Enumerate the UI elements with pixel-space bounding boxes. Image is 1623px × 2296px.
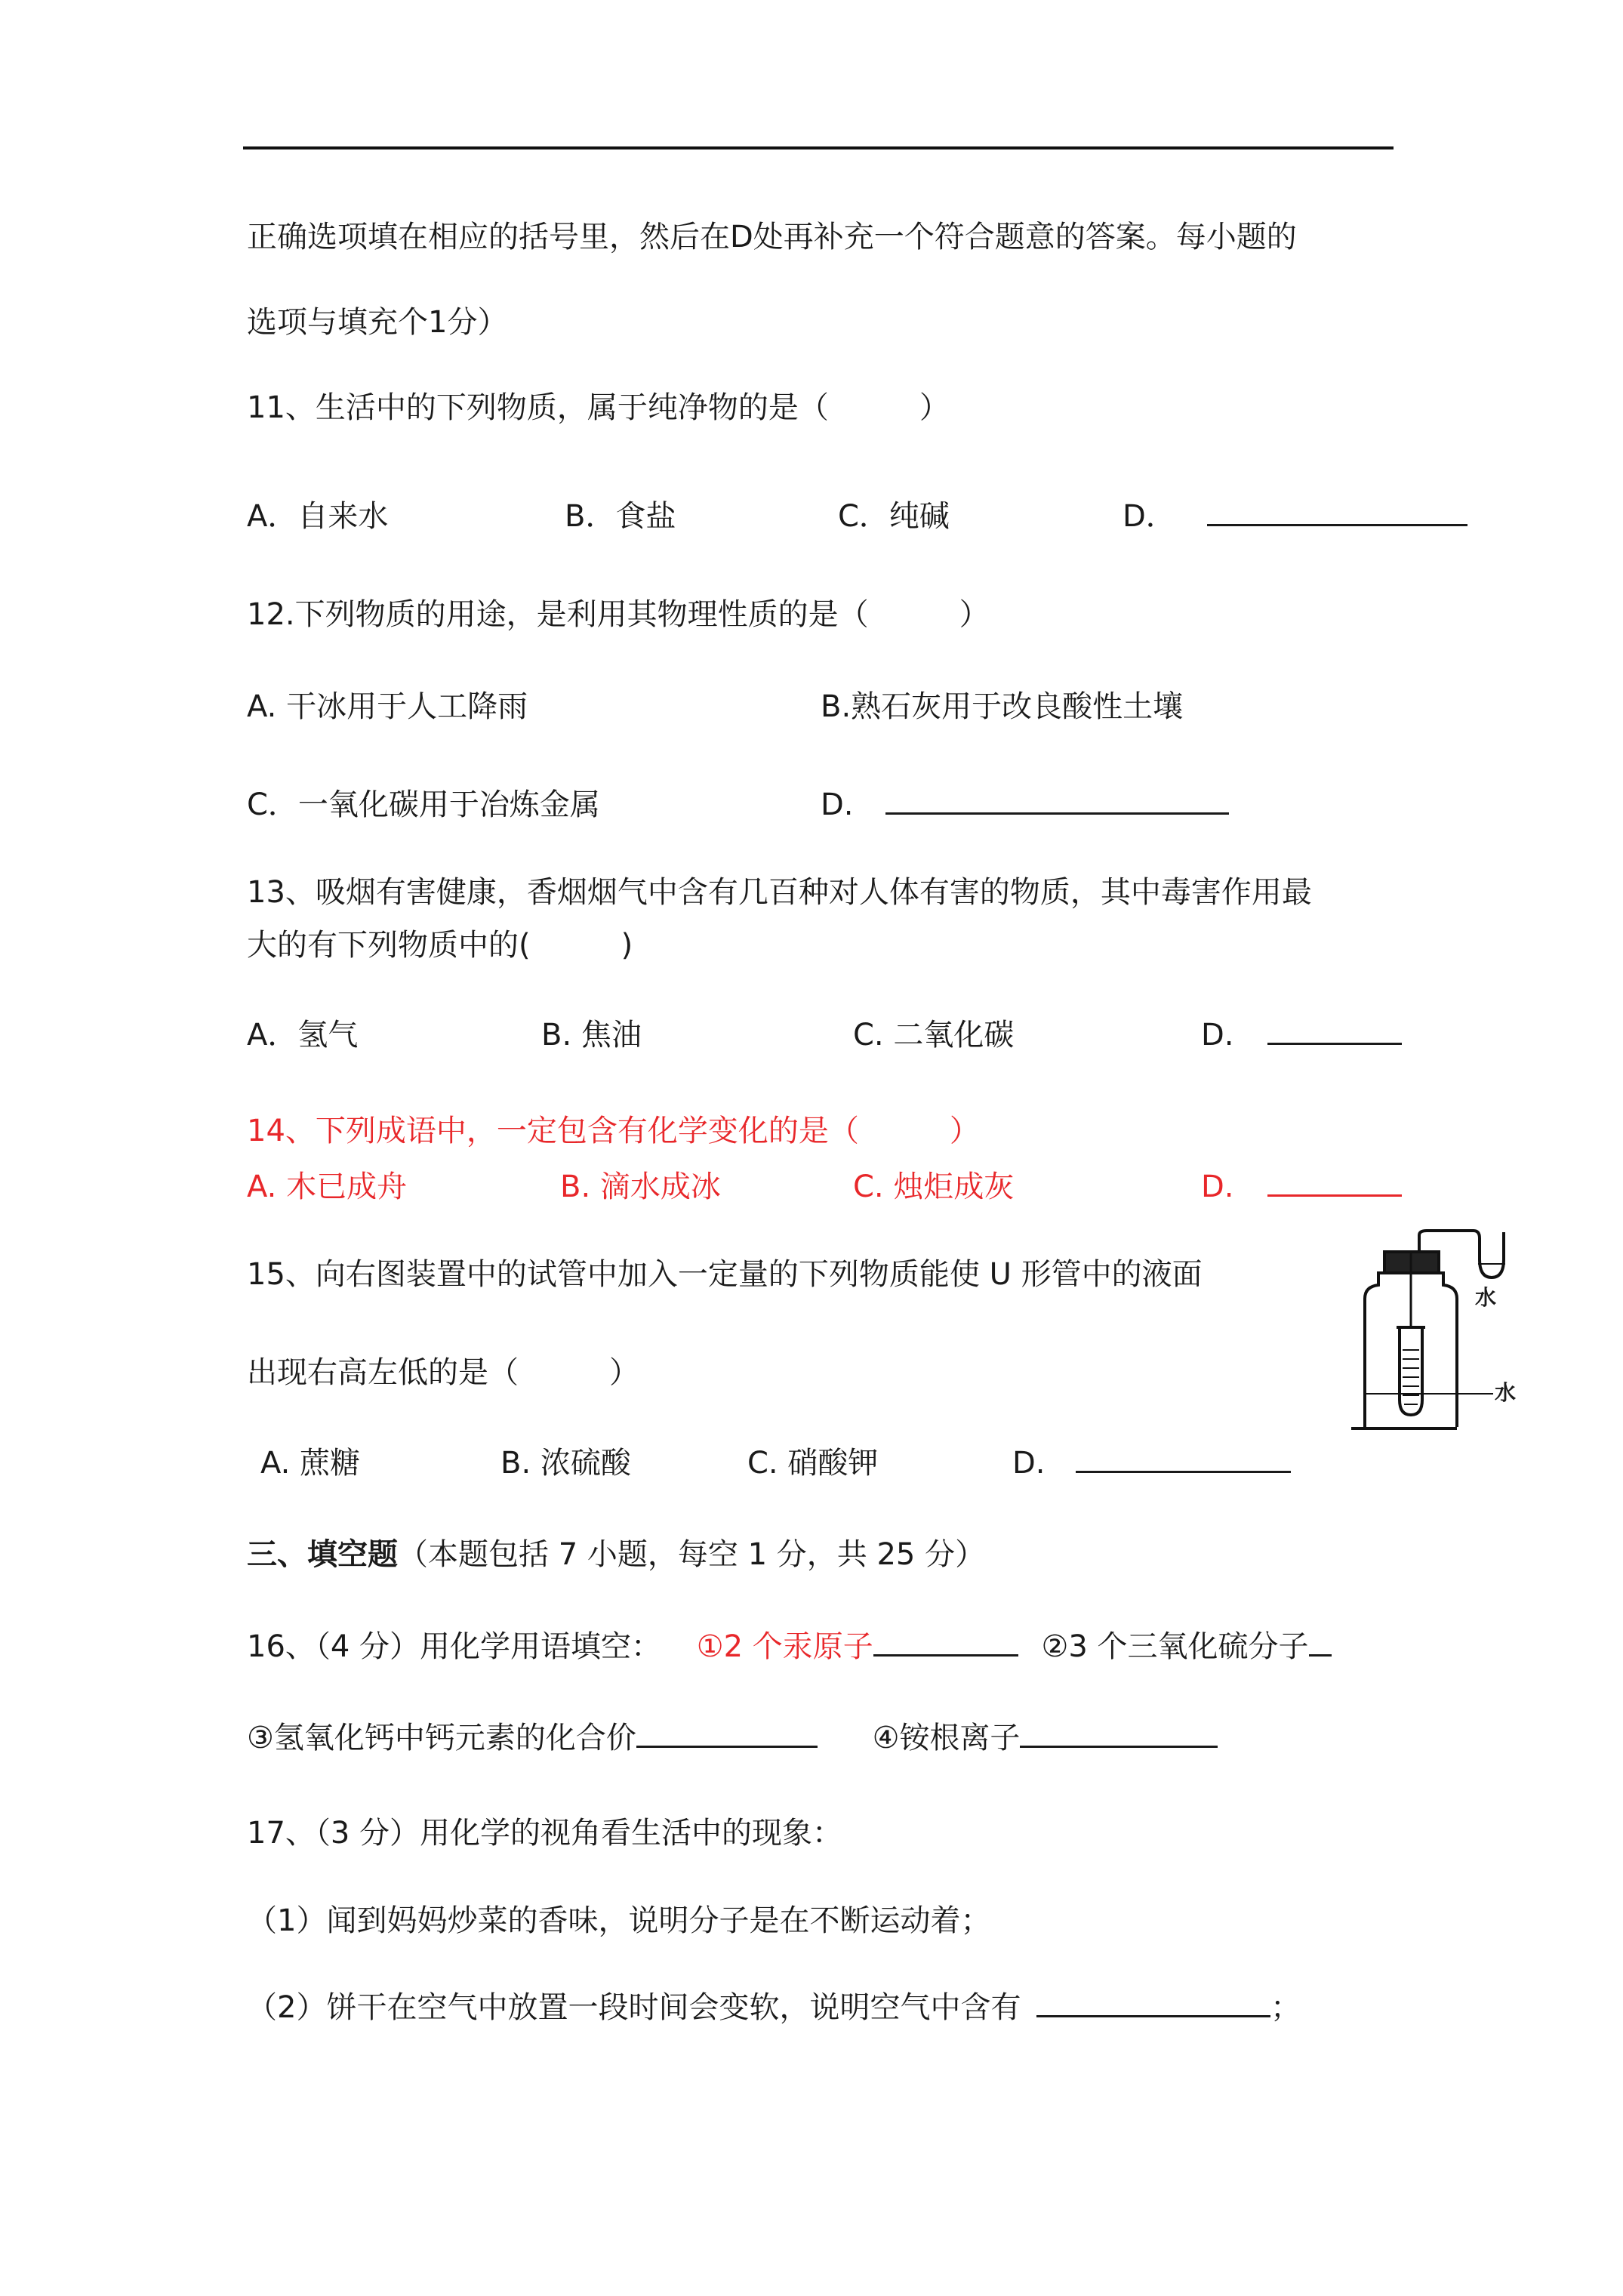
q15-answer-blank[interactable] [1076, 1444, 1291, 1473]
q15-option-a: A. 蔗糖 [260, 1446, 361, 1481]
q12-option-d [821, 785, 1229, 824]
bottle-water-label: 水 [1495, 1380, 1517, 1405]
bottle-u-tube-diagram [1344, 1229, 1510, 1433]
q11-option-c: C．纯碱 [838, 499, 950, 534]
q17-item-2-text: （2）饼干在空气中放置一段时间会变软，说明空气中含有 [247, 1990, 1021, 2025]
q17-item-1: （1）闻到妈妈炒菜的香味，说明分子是在不断运动着； [247, 1903, 991, 1938]
q15-option-d [1012, 1444, 1291, 1483]
question-14-stem: 14、下列成语中，一定包含有化学变化的是（ ） [247, 1114, 980, 1148]
q13-option-a: A．氢气 [247, 1018, 359, 1052]
q12-option-d-label: D. [821, 787, 854, 822]
instructions-line-1: 正确选项填在相应的括号里，然后在D处再补充一个符合题意的答案。每小题的 [247, 220, 1297, 254]
q11-option-d [1123, 497, 1467, 536]
question-16-line-1 [247, 1627, 1332, 1666]
question-11-stem: 11、生活中的下列物质，属于纯净物的是（ ） [247, 390, 950, 425]
q16-blank-1[interactable] [873, 1627, 1018, 1657]
apparatus-figure [1344, 1229, 1517, 1433]
question-15-stem-line-2: 出现右高左低的是（ ） [247, 1355, 639, 1390]
q14-option-b: B. 滴水成冰 [560, 1170, 721, 1204]
q11-option-a: A．自来水 [247, 499, 389, 534]
q16-part-2: ②3 个三氧化硫分子 [1041, 1629, 1309, 1664]
q16-part-1: ①2 个汞原子 [696, 1629, 873, 1664]
question-13-stem-line-2: 大的有下列物质中的( ) [247, 928, 633, 963]
q16-part-3: ③氢氧化钙中钙元素的化合价 [247, 1721, 636, 1755]
q13-option-c: C. 二氧化碳 [853, 1018, 1015, 1052]
q11-answer-blank[interactable] [1207, 497, 1467, 526]
q13-answer-blank[interactable] [1267, 1015, 1402, 1045]
q14-answer-blank[interactable] [1267, 1167, 1402, 1197]
q17-item-2-end: ； [1270, 1990, 1301, 2025]
question-16-line-2 [247, 1718, 1218, 1758]
section-3-note: （本题包括 7 小题，每空 1 分，共 25 分） [398, 1537, 986, 1572]
q17-blank-1[interactable] [1036, 1988, 1270, 2017]
q11-option-d-label: D． [1123, 499, 1176, 534]
question-13-stem-line-1: 13、吸烟有害健康，香烟烟气中含有几百种对人体有害的物质，其中毒害作用最 [247, 875, 1312, 910]
q15-option-b: B. 浓硫酸 [500, 1446, 631, 1481]
q13-option-d-label: D. [1201, 1018, 1234, 1052]
q16-stem: 16、（4 分）用化学用语填空： [247, 1629, 662, 1664]
q12-option-a: A. 干冰用于人工降雨 [247, 689, 528, 724]
q14-option-d-label: D. [1201, 1170, 1234, 1204]
q13-option-d [1201, 1015, 1402, 1055]
q15-option-c: C. 硝酸钾 [747, 1446, 879, 1481]
q17-item-2 [247, 1988, 1301, 2027]
section-3-heading [247, 1535, 985, 1574]
q14-option-c: C. 烛炬成灰 [853, 1170, 1015, 1204]
q15-option-d-label: D. [1012, 1446, 1046, 1481]
q14-option-a: A. 木已成舟 [247, 1170, 408, 1204]
q12-option-c: C．一氧化碳用于冶炼金属 [247, 787, 600, 822]
q13-option-b: B. 焦油 [541, 1018, 642, 1052]
q16-blank-4[interactable] [1020, 1718, 1218, 1748]
u-tube-water-label: 水 [1475, 1285, 1497, 1310]
question-15-stem-line-1: 15、向右图装置中的试管中加入一定量的下列物质能使 U 形管中的液面 [247, 1257, 1203, 1292]
q16-blank-2[interactable] [1309, 1627, 1332, 1657]
q16-blank-3[interactable] [636, 1718, 818, 1748]
question-17-stem: 17、（3 分）用化学的视角看生活中的现象： [247, 1816, 843, 1851]
q16-part-4: ④铵根离子 [872, 1721, 1021, 1755]
q12-option-b: B.熟石灰用于改良酸性土壤 [821, 689, 1184, 724]
q11-option-b: B．食盐 [565, 499, 676, 534]
q14-option-d [1201, 1167, 1402, 1207]
header-rule [243, 146, 1394, 149]
question-12-stem: 12.下列物质的用途，是利用其物理性质的是（ ） [247, 597, 990, 632]
section-3-title: 三、填空题 [247, 1537, 398, 1572]
q12-answer-blank[interactable] [885, 785, 1229, 815]
instructions-line-2: 选项与填充个1分） [247, 305, 508, 340]
